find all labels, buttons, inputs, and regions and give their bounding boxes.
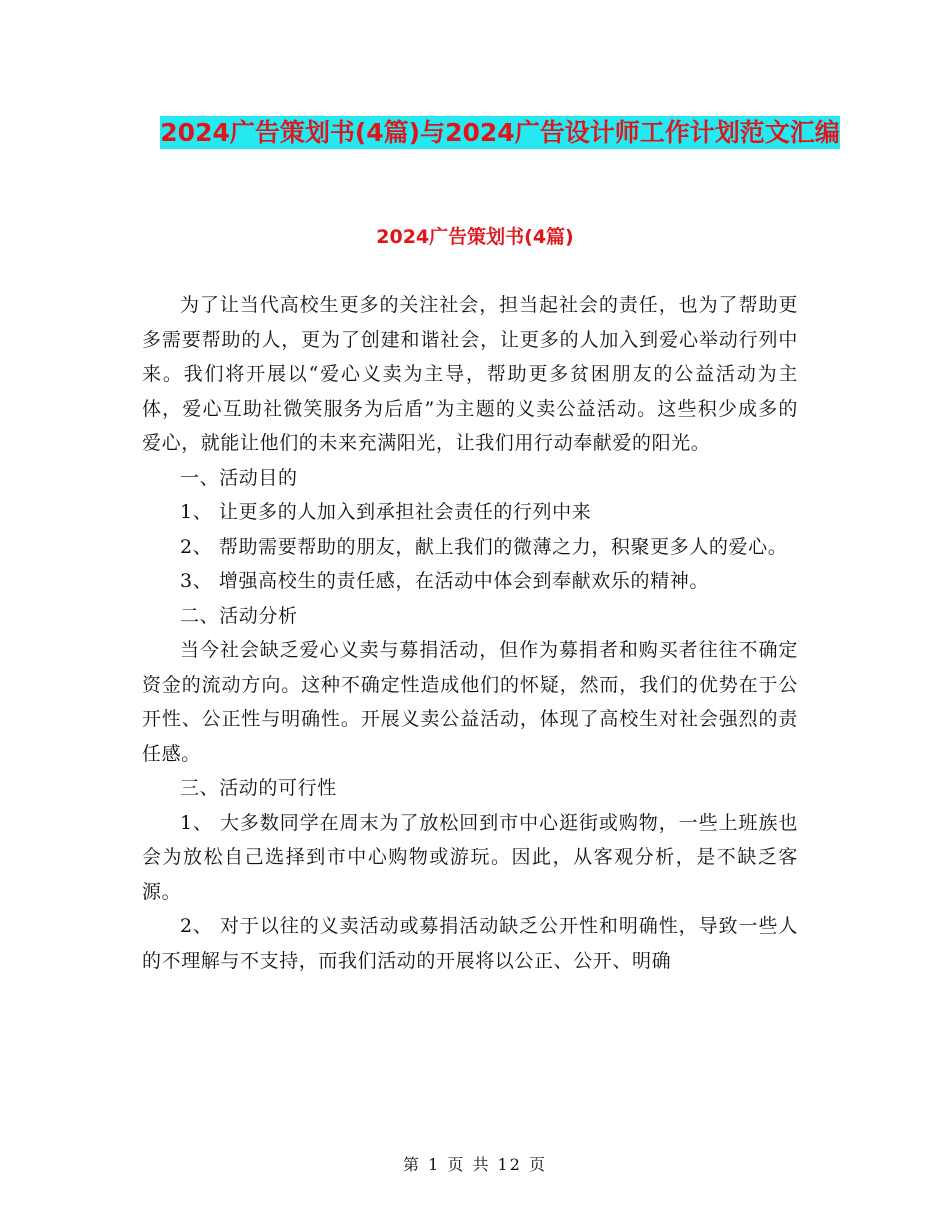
paragraph-intro: 为了让当代高校生更多的关注社会，担当起社会的责任，也为了帮助更多需要帮助的人，更为了创建和谐社会，让更多的人加入到爱心举动行列中来。我们将开展以“爱心义卖为主导，帮助更多贫困朋友的公益活动为主体，爱心互助社微笑服务为后盾”为主题的义卖公益活动。这些积少成多的爱心，就能让他们的未来充满阳光，让我们用行动奉献爱的阳光。: [142, 294, 798, 454]
heading-feasibility: 三、活动的可行性: [180, 777, 337, 799]
list-item-feasibility-2: 2、 对于以往的义卖活动或募捐活动缺乏公开性和明确性，导致一些人的不理解与不支持，而我们活动的开展将以公正、公开、明确: [142, 915, 798, 972]
document-body: [142, 288, 798, 978]
section-title: 2024广告策划书(4篇): [376, 226, 574, 248]
document-title: [140, 108, 860, 158]
list-item-purpose-1: 1、 让更多的人加入到承担社会责任的行列中来: [180, 501, 592, 523]
paragraph-analysis: 当今社会缺乏爱心义卖与募捐活动，但作为募捐者和购买者往往不确定资金的流动方向。这种不确定性造成他们的怀疑，然而，我们的优势在于公开性、公正性与明确性。开展义卖公益活动，体现了高校生对社会强烈的责任感。: [142, 639, 798, 765]
list-item-purpose-3: 3、 增强高校生的责任感，在活动中体会到奉献欢乐的精神。: [180, 570, 709, 592]
page-footer: 第 1 页 共 12 页: [403, 1155, 547, 1174]
list-item-feasibility-1: 1、 大多数同学在周末为了放松回到市中心逛街或购物，一些上班族也会为放松自己选择到市中心购物或游玩。因此，从客观分析，是不缺乏客源。: [142, 811, 798, 903]
list-item-purpose-2: 2、 帮助需要帮助的朋友，献上我们的微薄之力，积聚更多人的爱心。: [180, 535, 788, 558]
title-highlight: 2024广告策划书(4篇)与2024广告设计师工作计划范文汇编: [160, 118, 840, 147]
heading-activity-analysis: 二、活动分析: [180, 604, 298, 627]
heading-activity-purpose: 一、活动目的: [180, 466, 298, 489]
